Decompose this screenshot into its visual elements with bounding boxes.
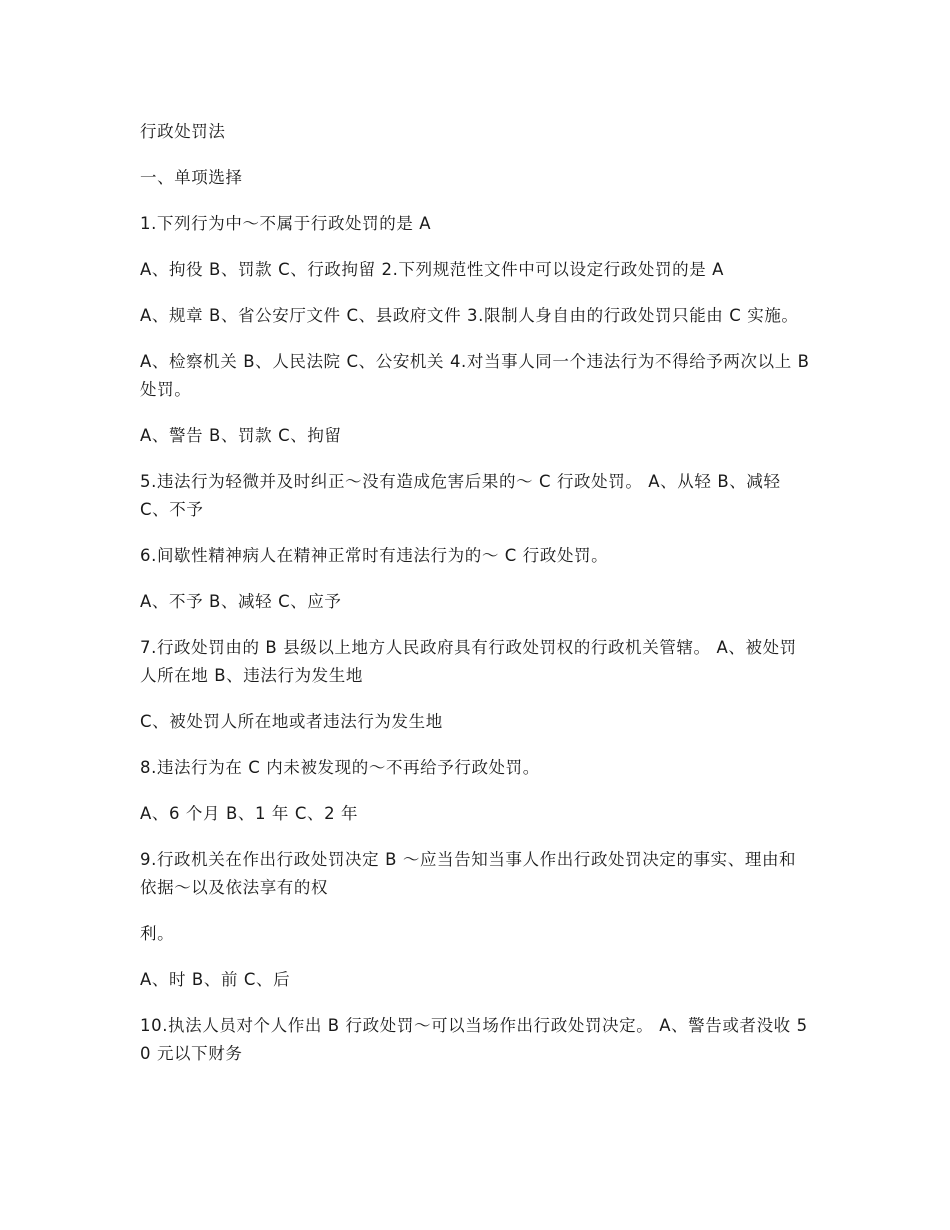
paragraph-9: 7.行政处罚由的 B 县级以上地方人民政府具有行政处罚权的行政机关管辖。 A、被处罚人所在地 B、违法行为发生地 <box>140 638 797 685</box>
section-heading: 一、单项选择 <box>140 168 243 187</box>
paragraph-8: A、不予 B、减轻 C、应予 <box>140 592 342 611</box>
paragraph-7: 6.间歇性精神病人在精神正常时有违法行为的～ C 行政处罚。 <box>140 546 609 565</box>
paragraph-14: 利。 <box>140 924 175 943</box>
paragraph-13: 9.行政机关在作出行政处罚决定 B ～应当告知当事人作出行政处罚决定的事实、理由和依据～以及依法享有的权 <box>140 850 797 897</box>
paragraph-3: A、规章 B、省公安厅文件 C、县政府文件 3.限制人身自由的行政处罚只能由 C 实施。 <box>140 306 799 325</box>
paragraph-2: A、拘役 B、罚款 C、行政拘留 2.下列规范性文件中可以设定行政处罚的是 A <box>140 260 725 279</box>
paragraph-15: A、时 B、前 C、后 <box>140 970 291 989</box>
paragraph-16: 10.执法人员对个人作出 B 行政处罚～可以当场作出行政处罚决定。 A、警告或者没收 50 元以下财务 <box>140 1016 808 1063</box>
paragraph-10: C、被处罚人所在地或者违法行为发生地 <box>140 712 443 731</box>
document-title: 行政处罚法 <box>140 122 226 141</box>
paragraph-5: A、警告 B、罚款 C、拘留 <box>140 426 342 445</box>
paragraph-11: 8.违法行为在 C 内未被发现的～不再给予行政处罚。 <box>140 758 540 777</box>
paragraph-1: 1.下列行为中～不属于行政处罚的是 A <box>140 214 432 233</box>
paragraph-12: A、6 个月 B、1 年 C、2 年 <box>140 804 359 823</box>
document-page <box>140 118 812 1086</box>
paragraph-6: 5.违法行为轻微并及时纠正～没有造成危害后果的～ C 行政处罚。 A、从轻 B、减轻 C、不予 <box>140 472 781 519</box>
paragraph-4: A、检察机关 B、人民法院 C、公安机关 4.对当事人同一个违法行为不得给予两次以上 B 处罚。 <box>140 352 810 399</box>
